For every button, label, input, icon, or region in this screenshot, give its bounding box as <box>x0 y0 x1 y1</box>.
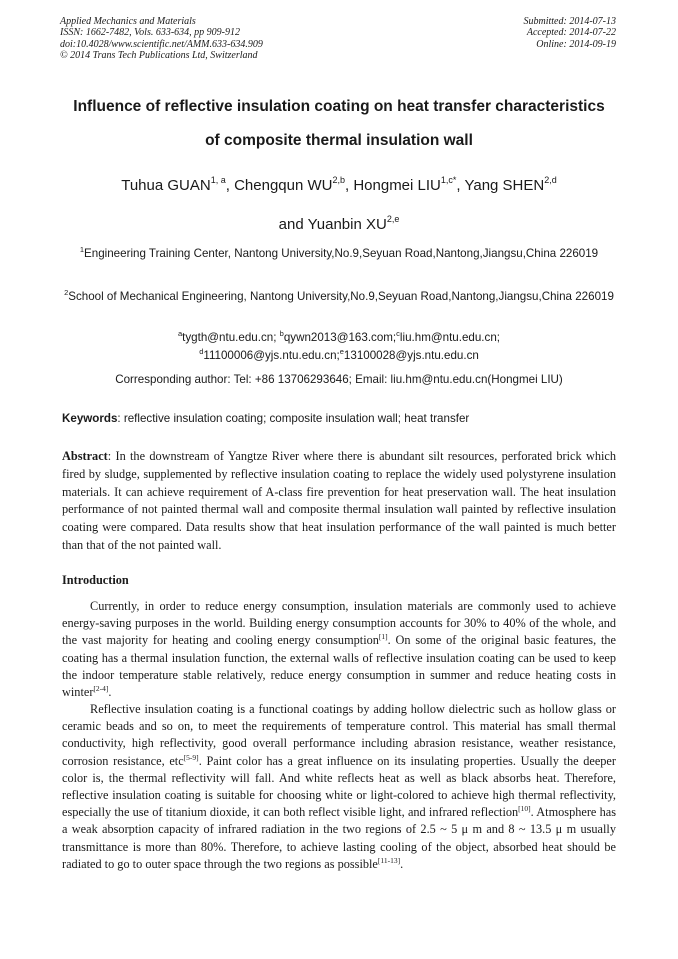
citation-ref[interactable]: [10] <box>518 804 531 814</box>
affiliation-text: School of Mechanical Engineering, Nantong University,No.9,Seyuan Road,Nantong,Jiangsu,China 226019 <box>68 290 614 303</box>
emails-line-1 <box>62 329 616 347</box>
author-affiliation-mark: 2,b <box>332 175 345 185</box>
author-separator: , <box>225 177 235 194</box>
author-name: Tuhua GUAN <box>121 177 211 194</box>
email-mark: c <box>396 329 400 338</box>
affiliation-2 <box>62 288 616 306</box>
introduction-paragraph-1 <box>62 598 616 701</box>
keywords-text: : reflective insulation coating; composite insulation wall; heat transfer <box>117 412 470 425</box>
author-prefix: and <box>278 216 308 233</box>
email-e[interactable]: 13100028@yjs.ntu.edu.cn <box>343 349 479 362</box>
introduction-heading: Introduction <box>62 573 129 587</box>
paragraph-text: . <box>108 685 112 700</box>
author-emails <box>62 329 616 365</box>
email-mark: a <box>177 329 183 338</box>
email-b[interactable]: qywn2013@163.com; <box>283 331 397 344</box>
abstract <box>62 448 616 555</box>
paragraph-text: . Paint color has a great influence on its insulating properties. Usually the deeper color is, the thermal reflectivity will fall. And white reflects heat as well as black absorbs heat. Therefore, reflective insulation coating is suitable for choosing white or light-colored to achieve high thermal reflectivity, especially the use of titanium dioxide, it can both reflect visible light, and infrared reflection <box>62 753 616 820</box>
author-affiliation-mark: 1, a <box>210 175 226 185</box>
citation-ref[interactable]: [2-4] <box>93 684 109 694</box>
email-d[interactable]: 11100006@yjs.ntu.edu.cn; <box>203 349 340 362</box>
email-mark: e <box>339 347 344 356</box>
introduction-paragraph-2 <box>62 701 616 873</box>
email-mark: d <box>199 347 204 356</box>
keywords-label: Keywords <box>62 412 118 425</box>
citation-ref[interactable]: [5-9] <box>183 752 199 762</box>
author-name: Yuanbin XU <box>307 216 387 233</box>
keywords <box>62 411 616 427</box>
submitted-date: Submitted: 2014-07-13 <box>523 16 616 27</box>
email-mark: b <box>279 329 284 338</box>
email-c[interactable]: liu.hm@ntu.edu.cn; <box>399 331 500 344</box>
author-affiliation-mark: 2,d <box>544 175 557 185</box>
paper-title <box>40 90 638 158</box>
author-affiliation-mark: 1,c* <box>440 175 457 185</box>
title-line-2: of composite thermal insulation wall <box>205 132 473 149</box>
dates-header <box>524 16 617 50</box>
corresponding-author: Corresponding author: Tel: +86 13706293646; Email: liu.hm@ntu.edu.cn(Hongmei LIU) <box>115 373 563 386</box>
copyright-line: © 2014 Trans Tech Publications Ltd, Switzerland <box>60 49 258 61</box>
journal-name: Applied Mechanics and Materials <box>60 16 196 27</box>
author-separator: , <box>456 177 465 194</box>
author-list <box>40 166 638 244</box>
emails-line-2 <box>62 347 616 365</box>
journal-header <box>60 16 263 61</box>
accepted-date: Accepted: 2014-07-22 <box>526 27 616 39</box>
author-name: Chengqun WU <box>234 177 333 194</box>
citation-ref[interactable]: [1] <box>378 632 388 642</box>
author-separator: , <box>344 177 354 194</box>
paragraph-text: Currently, in order to reduce energy consumption, insulation materials are commonly used to achieve energy-saving purposes in the world. Building energy consumption accounts for 30% to 40% of the whole, and the vast majority for heating and cooling energy consumption <box>62 599 616 648</box>
author-affiliation-mark: 2,e <box>386 214 400 224</box>
citation-ref[interactable]: [11-13] <box>377 855 401 865</box>
authors-line-1 <box>40 166 638 205</box>
authors-line-2 <box>40 205 638 244</box>
affiliation-mark: 2 <box>64 288 69 297</box>
paragraph-text: . Atmosphere has a weak absorption capacity of infrared radiation in the two regions of 2.5 ~ 5 μ m and 8 ~ 13.5 μ m usually transmittance is more than 80%. Therefore, to achieve lasting cooling of the object, absorbed heat should be radiated to go to outer space through the two regions as possible <box>62 805 616 871</box>
affiliation-mark: 1 <box>79 245 85 254</box>
affiliation-1 <box>62 245 616 263</box>
email-a[interactable]: tygth@ntu.edu.cn; <box>182 331 277 344</box>
online-date: Online: 2014-09-19 <box>536 38 616 50</box>
paragraph-text: . On some of the original basic features, the coating has a thermal insulation function, the external walls of reflective insulation coating can be used to keep the indoor temperature stable relatively, reduce energy consumption in summer and reduce heating costs in winter <box>62 633 616 700</box>
issn-line: ISSN: 1662-7482, Vols. 633-634, pp 909-912 <box>60 27 240 39</box>
author-name: Hongmei LIU <box>353 177 441 194</box>
paragraph-text: . <box>400 856 404 871</box>
doi-line: doi:10.4028/www.scientific.net/AMM.633-634.909 <box>60 38 263 50</box>
abstract-text: : In the downstream of Yangtze River where there is abundant silt resources, perforated brick which fired by sludge, supplemented by reflective insulation coating to replace the widely used polystyrene insulation materials. It can achieve requirement of A-class fire prevention for heat preservation wall. The heat insulation performance of not painted thermal wall and composite thermal insulation wall painted by reflective insulation coating were compared. Data results show that heat insulation performance of the wall painted is much better than that of the not painted wall. <box>62 449 616 552</box>
title-line-1: Influence of reflective insulation coating on heat transfer characteristics <box>73 98 605 115</box>
author-name: Yang SHEN <box>464 177 545 194</box>
abstract-label: Abstract <box>62 449 108 463</box>
paragraph-text: Reflective insulation coating is a functional coatings by adding hollow dielectric such as hollow glass or ceramic beads and so on, to meet the requirements of temperature control. This material has small thermal conductivity, high reflectivity, good overall performance including abrasion resistance, weather resistance, corrosion resistance, etc <box>62 702 616 768</box>
affiliation-text: Engineering Training Center, Nantong University,No.9,Seyuan Road,Nantong,Jiangsu,China 226019 <box>84 247 599 260</box>
